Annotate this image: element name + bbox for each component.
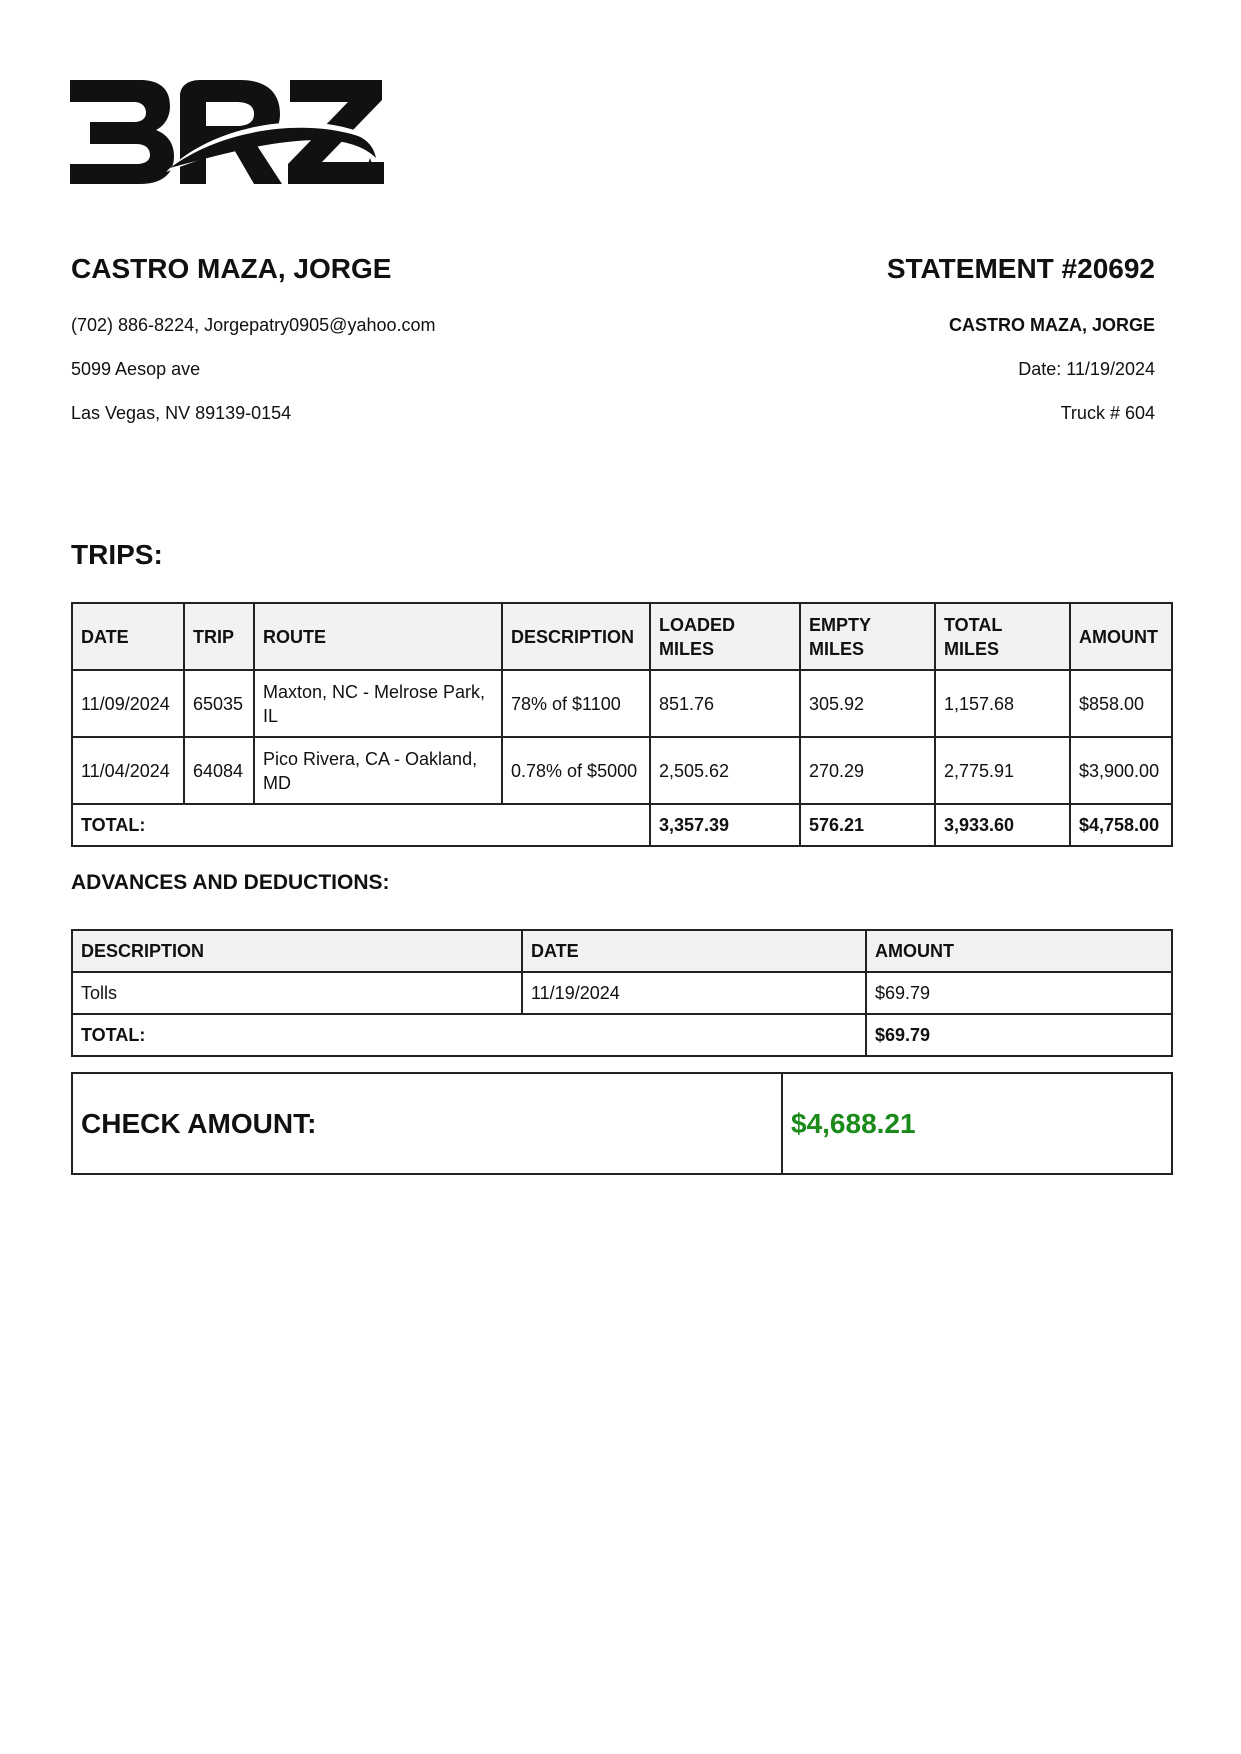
trip-date: 11/09/2024 [72, 670, 184, 737]
trip-route: Maxton, NC - Melrose Park, IL [254, 670, 502, 737]
driver-address-line2: Las Vegas, NV 89139-0154 [71, 403, 292, 423]
col-header-date: DATE [522, 930, 866, 972]
deduction-description: Tolls [72, 972, 522, 1014]
trips-header-row [72, 603, 1172, 670]
statement-truck: Truck # 604 [1060, 403, 1155, 423]
col-header-amount: AMOUNT [866, 930, 1172, 972]
trip-loaded-miles: 851.76 [650, 670, 800, 737]
driver-contact: (702) 886-8224, Jorgepatry0905@yahoo.com [71, 315, 436, 335]
trips-total-row [72, 804, 1172, 846]
col-header-date: DATE [72, 603, 184, 670]
brz-logo-icon [70, 76, 390, 191]
trip-number: 65035 [184, 670, 254, 737]
col-header-description: DESCRIPTION [502, 603, 650, 670]
trip-empty-miles: 270.29 [800, 737, 935, 804]
check-amount-row [72, 1073, 1172, 1174]
deduction-date: 11/19/2024 [522, 972, 866, 1014]
trip-total-miles: 1,157.68 [935, 670, 1070, 737]
col-header-total-miles: TOTAL MILES [935, 603, 1070, 670]
trips-total-empty-miles: 576.21 [800, 804, 935, 846]
check-amount-label: CHECK AMOUNT: [72, 1073, 782, 1174]
table-row [72, 670, 1172, 737]
col-header-amount: AMOUNT [1070, 603, 1172, 670]
trips-total-total-miles: 3,933.60 [935, 804, 1070, 846]
trip-number: 64084 [184, 737, 254, 804]
advances-title: ADVANCES AND DEDUCTIONS: [71, 871, 390, 894]
statement-date: Date: 11/19/2024 [1018, 359, 1155, 379]
advances-total-amount: $69.79 [866, 1014, 1172, 1056]
trip-route: Pico Rivera, CA - Oakland, MD [254, 737, 502, 804]
check-amount-table [71, 1072, 1173, 1175]
trip-amount: $858.00 [1070, 670, 1172, 737]
trips-total-amount: $4,758.00 [1070, 804, 1172, 846]
trip-empty-miles: 305.92 [800, 670, 935, 737]
advances-table [71, 929, 1173, 1057]
trips-total-label: TOTAL: [72, 804, 650, 846]
statement-title: STATEMENT #20692 [886, 253, 1155, 284]
col-header-loaded-miles: LOADED MILES [650, 603, 800, 670]
driver-name: CASTRO MAZA, JORGE [71, 253, 392, 284]
trips-table [71, 602, 1173, 847]
advances-total-row [72, 1014, 1172, 1056]
trip-loaded-miles: 2,505.62 [650, 737, 800, 804]
trip-date: 11/04/2024 [72, 737, 184, 804]
trips-title: TRIPS: [71, 539, 163, 570]
statement-info [595, 252, 1155, 423]
driver-address-line1: 5099 Aesop ave [71, 359, 201, 379]
col-header-route: ROUTE [254, 603, 502, 670]
trips-total-loaded-miles: 3,357.39 [650, 804, 800, 846]
col-header-description: DESCRIPTION [72, 930, 522, 972]
trip-description: 78% of $1100 [502, 670, 650, 737]
statement-driver-name: CASTRO MAZA, JORGE [948, 315, 1155, 335]
col-header-trip: TRIP [184, 603, 254, 670]
trip-total-miles: 2,775.91 [935, 737, 1070, 804]
check-amount-value: $4,688.21 [782, 1073, 1172, 1174]
table-row [72, 972, 1172, 1014]
advances-header-row [72, 930, 1172, 972]
table-row [72, 737, 1172, 804]
trip-amount: $3,900.00 [1070, 737, 1172, 804]
driver-info [71, 252, 631, 423]
trip-description: 0.78% of $5000 [502, 737, 650, 804]
col-header-empty-miles: EMPTY MILES [800, 603, 935, 670]
advances-total-label: TOTAL: [72, 1014, 866, 1056]
deduction-amount: $69.79 [866, 972, 1172, 1014]
